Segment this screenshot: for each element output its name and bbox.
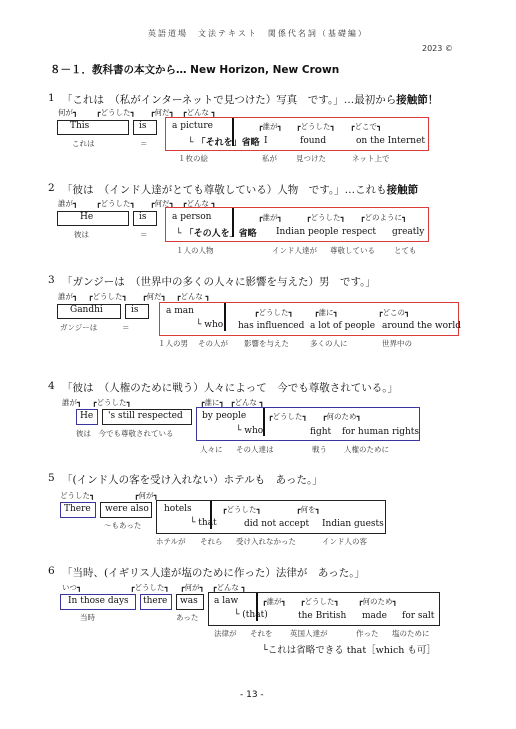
sentence-question: 「当時、(イギリス人達が塩のために作った）法律が あった。」 <box>62 567 366 579</box>
word: a law <box>214 596 239 606</box>
tag: 何が┓ <box>58 108 78 117</box>
jp-gloss: 彼は 今でも尊敬されている <box>76 429 174 438</box>
tag: ┏どうした┓ <box>306 213 346 222</box>
word: on the Internet <box>356 136 426 146</box>
word: there <box>143 596 168 606</box>
word: I <box>264 136 268 146</box>
tag: ┏どうした┓ <box>300 597 340 606</box>
tag: ┏どうした┓ <box>268 412 308 421</box>
word: that <box>198 518 217 528</box>
tag: ┏何のため┓ <box>358 597 398 606</box>
jp-gloss: インド人達が <box>272 246 317 255</box>
note-text: 「それを」省略 <box>196 138 260 148</box>
tag: ┏どうした┓ <box>92 398 132 407</box>
jp-gloss: １枚の絵 <box>178 154 208 163</box>
jp-gloss: 作った <box>356 629 379 638</box>
sentence-number: 3 <box>48 274 55 286</box>
sentence-question <box>62 182 418 197</box>
question-text: 「これは （私がインターネットで見つけた）写真 です。」…最初から <box>62 94 397 106</box>
tag: ┏どんな ┓ <box>212 583 246 592</box>
word: He <box>80 212 94 222</box>
word: by people <box>202 411 247 421</box>
omission-note: └ 「それを」省略 <box>188 138 260 148</box>
word: is <box>139 121 147 131</box>
jp-gloss: ＝ <box>140 230 148 239</box>
relative-pronoun: └ (that) <box>234 610 268 620</box>
word: for salt <box>402 611 435 621</box>
jp-gloss: 彼は <box>74 230 89 239</box>
tag: ┏何のため┓ <box>322 412 362 421</box>
word: a person <box>172 212 212 222</box>
word: There <box>64 504 91 514</box>
jp-gloss: １人の男 <box>158 339 188 348</box>
jp-gloss: ＝ <box>122 323 130 332</box>
jp-gloss: それを <box>250 629 273 638</box>
word: Gandhi <box>70 305 103 315</box>
word: a lot of people <box>310 321 376 331</box>
tag: ┏誰が┓ <box>262 597 287 606</box>
tag: ┏どうした┓ <box>254 308 294 317</box>
word: (that) <box>242 610 268 620</box>
tag: ┏どんな ┓ <box>182 108 216 117</box>
sentence-number: 1 <box>48 92 55 104</box>
jp-gloss: 尊敬している <box>330 246 375 255</box>
word: was <box>180 596 198 606</box>
jp-gloss: 人々に <box>200 445 223 454</box>
tag: 誰が┓ <box>58 199 78 208</box>
word: were also <box>105 504 149 514</box>
relative-pronoun: └ who <box>236 426 264 436</box>
divider <box>224 303 226 331</box>
jp-gloss: 受け入れなかった <box>236 537 296 546</box>
question-text: 「彼は （インド人達がとても尊敬している）人物 です。」…これも <box>62 184 387 196</box>
word: is <box>139 212 147 222</box>
section-title: ８－１．教科書の本文から… New Horizon, New Crown <box>50 64 340 76</box>
sentence-question: 「ガンジーは （世界中の多くの人々に影響を与えた）男 です。」 <box>62 276 376 288</box>
tag: ┏何だ┓ <box>150 108 175 117</box>
note-text: 「その人を」省略 <box>184 229 257 239</box>
emphasis-text: 接触節！ <box>396 94 439 106</box>
header-title: 英語道場 文法テキスト 関係代名詞（基礎編） <box>148 29 368 38</box>
tag: ┏どのように┓ <box>360 213 407 222</box>
omission-note: └ 「その人を」省略 <box>176 229 257 239</box>
tag: ┏誰が┓ <box>258 122 283 131</box>
sentence-number: 4 <box>48 380 55 392</box>
jp-gloss: ネット上で <box>352 154 390 163</box>
jp-gloss: ホテルが <box>156 537 186 546</box>
sentence-number: 5 <box>48 472 55 484</box>
tag: どうした┓ <box>60 491 95 500</box>
word: respect <box>342 227 376 237</box>
footnote: └これは省略できる that［which も可］ <box>262 645 436 656</box>
tag: ┏どこの┓ <box>378 308 410 317</box>
jp-gloss: 戦う <box>312 445 327 454</box>
word: found <box>300 136 327 146</box>
jp-gloss: それら <box>200 537 223 546</box>
word: around the world <box>382 321 461 331</box>
tag: ┏どんな ┓ <box>182 199 216 208</box>
emphasis-text: 接触節 <box>386 184 419 196</box>
tag: ┏どうした┓ <box>96 108 136 117</box>
word: In those days <box>68 596 129 606</box>
word: is <box>131 305 139 315</box>
jp-gloss: インド人の客 <box>322 537 367 546</box>
sentence-number: 2 <box>48 182 55 194</box>
jp-gloss: 〜もあった <box>104 521 142 530</box>
word: has influenced <box>238 321 305 331</box>
tag: ┏何だ┓ <box>150 199 175 208</box>
tag: ┏何が┓ <box>180 583 205 592</box>
tag: いつ┓ <box>62 583 82 592</box>
jp-gloss: あった <box>176 613 199 622</box>
header-year: 2023 © <box>422 44 453 53</box>
tag: 誰が┓ <box>62 398 82 407</box>
jp-gloss: 見つけた <box>296 154 326 163</box>
word: 's still respected <box>108 411 183 421</box>
tag: ┏何を┓ <box>296 505 321 514</box>
sentence-question: 「(インド人の客を受け入れない）ホテルも あった。」 <box>62 474 323 486</box>
tag: ┏どうした┓ <box>222 505 262 514</box>
jp-gloss: その人達は <box>236 445 274 454</box>
word: did not accept <box>244 519 310 529</box>
tag: ┏誰に┓ <box>200 398 225 407</box>
jp-gloss: 多くの人に <box>310 339 348 348</box>
jp-gloss: 世界中の <box>382 339 412 348</box>
word: Indian people <box>276 227 339 237</box>
tag: ┏誰に┓ <box>314 308 339 317</box>
tag: ┏どうした┓ <box>130 583 170 592</box>
word-box <box>57 120 129 135</box>
word: made <box>362 611 387 621</box>
relative-pronoun: └ who <box>196 320 224 330</box>
sentence-question <box>62 92 438 107</box>
word: who <box>244 426 264 436</box>
sentence-question: 「彼は （人権のために戦う）人々によって 今でも尊敬されている。」 <box>62 382 398 394</box>
word: a man <box>166 306 194 316</box>
jp-gloss: ガンジーは <box>60 323 98 332</box>
tag: ┏何が┓ <box>134 491 159 500</box>
word: This <box>70 121 90 131</box>
tag: 誰が┓ <box>58 292 78 301</box>
word: for human rights <box>342 427 420 437</box>
jp-gloss: 影響を与えた <box>244 339 289 348</box>
word: hotels <box>164 504 192 514</box>
jp-gloss: 塩のために <box>392 629 430 638</box>
word: fight <box>310 427 332 437</box>
tag: ┏誰が┓ <box>258 213 283 222</box>
word: a picture <box>172 121 213 131</box>
jp-gloss: とても <box>394 246 417 255</box>
word: who <box>204 320 224 330</box>
jp-gloss: １人の人物 <box>176 246 214 255</box>
word: Indian guests <box>322 519 384 529</box>
word: greatly <box>392 227 425 237</box>
tag: ┏どうした┓ <box>88 292 128 301</box>
divider <box>263 408 265 436</box>
jp-gloss: ＝ <box>140 139 148 148</box>
word: the British <box>298 611 347 621</box>
page-number: - 13 - <box>240 690 264 700</box>
tag: ┏何だ┓ <box>142 292 167 301</box>
jp-gloss: 当時 <box>80 613 95 622</box>
tag: ┏どんな ┓ <box>176 292 210 301</box>
tag: ┏どうした┓ <box>296 122 336 131</box>
jp-gloss: 私が <box>262 154 277 163</box>
jp-gloss: これは <box>72 139 95 148</box>
relative-pronoun: └ that <box>190 518 217 528</box>
tag: ┏どんな ┓ <box>230 398 264 407</box>
jp-gloss: 人権のために <box>344 445 389 454</box>
jp-gloss: その人が <box>198 339 228 348</box>
sentence-number: 6 <box>48 565 55 577</box>
tag: ┏どこで┓ <box>350 122 382 131</box>
jp-gloss: 英国人達が <box>290 629 328 638</box>
jp-gloss: 法律が <box>214 629 237 638</box>
word: He <box>80 411 94 421</box>
tag: ┏どうした┓ <box>96 199 136 208</box>
